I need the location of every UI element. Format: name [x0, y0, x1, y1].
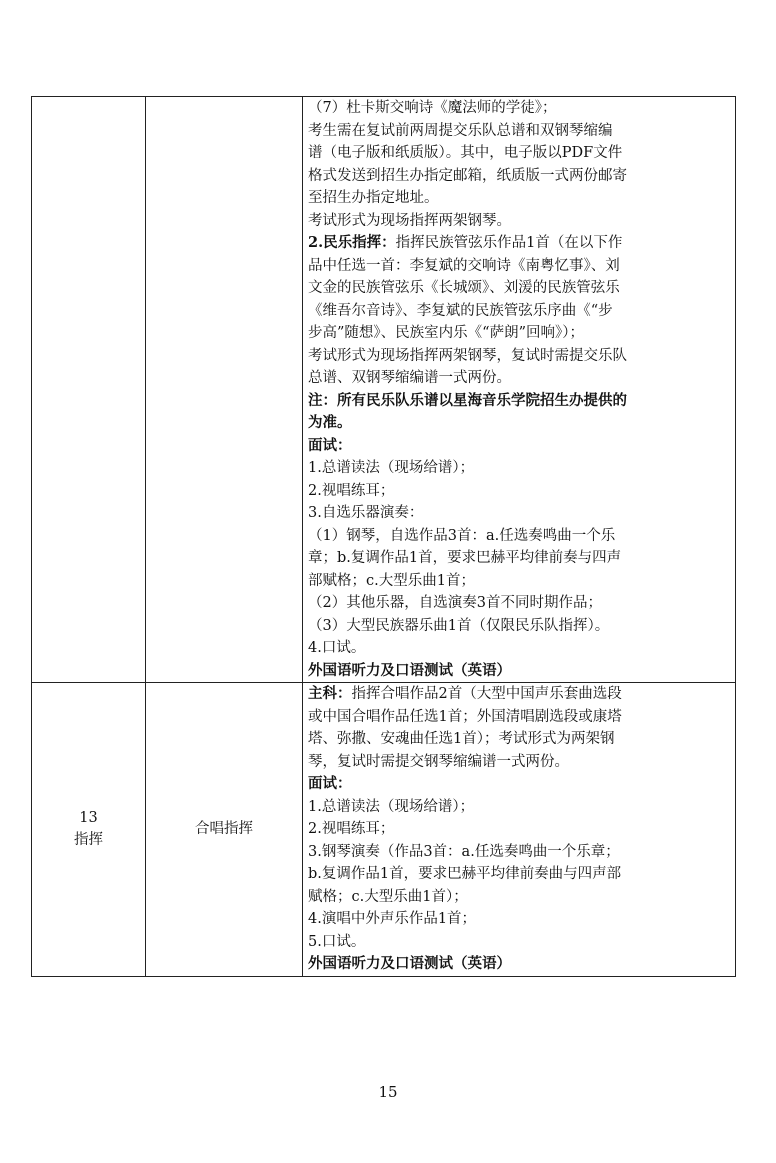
text-line: 塔、弥撒、安魂曲任选1首）；考试形式为两架钢: [308, 731, 615, 747]
line-lead: 主科：: [308, 685, 352, 702]
text-line: 至招生办指定地址。: [308, 190, 439, 206]
text-line: 考试形式为现场指挥两架钢琴，复试时需提交乐队: [308, 347, 627, 364]
text-line: 注：所有民乐队乐谱以星海音乐学院招生办提供的: [308, 391, 627, 409]
text-line: 文金的民族管弦乐《长城颂》、刘湲的民族管弦乐: [308, 280, 620, 296]
text-line: 总谱、双钢琴缩编谱一式两份。: [308, 370, 511, 386]
table-row: [32, 97, 736, 683]
major-name: 指挥: [74, 832, 103, 849]
requirements-cell: [303, 683, 736, 977]
requirements-cell: [303, 97, 736, 683]
page-number: 15: [378, 1083, 398, 1101]
text-line: 2.视唱练耳；: [308, 821, 395, 837]
text-line: 2.视唱练耳；: [308, 482, 395, 499]
number-major-cell: [32, 683, 146, 977]
program-number: 13: [79, 810, 98, 827]
line-lead: 2.民乐指挥：: [308, 234, 396, 251]
text-line: 面试：: [308, 436, 352, 454]
text-line: 步高”随想》、民族室内乐《“萨朗”回响》）；: [308, 325, 584, 341]
text-line: 考生需在复试前两周提交乐队总谱和双钢琴缩编: [308, 122, 613, 139]
text-line: 部赋格；c.大型乐曲1首；: [308, 572, 475, 589]
text-line: [308, 683, 729, 706]
text-line: 品中任选一首：李复斌的交响诗《南粤忆事》、刘: [308, 257, 620, 274]
text-line: （1）钢琴，自选作品3首：a.任选奏鸣曲一个乐: [308, 527, 616, 544]
table-row: [32, 683, 736, 977]
text-line: 《维吾尔音诗》、李复斌的民族管弦乐序曲《“步: [308, 302, 613, 319]
text-line: 为准。: [308, 414, 352, 431]
direction-name: 合唱指挥: [195, 821, 253, 838]
text-line: 4.口试。: [308, 640, 366, 656]
text-line: 外国语听力及口语测试（英语）: [308, 661, 511, 679]
text-line: [308, 232, 729, 255]
exam-requirements-table: [31, 96, 736, 977]
text-line: b.复调作品1首，要求巴赫平均律前奏曲与四声部: [308, 866, 622, 882]
text-line: 3.自选乐器演奏：: [308, 505, 424, 521]
text-line: 1.总谱读法（现场给谱）；: [308, 798, 475, 815]
text-line: 4.演唱中外声乐作品1首；: [308, 911, 477, 927]
number-major-cell: [32, 97, 146, 683]
text-line: 琴，复试时需提交钢琴缩编谱一式两份。: [308, 753, 569, 770]
text-line: （3）大型民族器乐曲1首（仅限民乐队指挥）。: [308, 617, 610, 634]
text-line: 3.钢琴演奏（作品3首：a.任选奏鸣曲一个乐章；: [308, 843, 620, 860]
text-line: 面试：: [308, 775, 352, 792]
text-line: 外国语听力及口语测试（英语）: [308, 955, 511, 972]
line-rest: 指挥合唱作品2首（大型中国声乐套曲选段: [351, 686, 622, 702]
text-line: 谱（电子版和纸质版）。其中，电子版以PDF文件: [308, 145, 623, 161]
text-line: （7）杜卡斯交响诗《魔法师的学徒》；: [308, 100, 557, 116]
text-line: 考试形式为现场指挥两架钢琴。: [308, 212, 511, 229]
text-line: 或中国合唱作品任选1首；外国清唱剧选段或康塔: [308, 708, 622, 725]
direction-cell: [146, 97, 303, 683]
direction-cell: [146, 683, 303, 977]
text-line: 章；b.复调作品1首，要求巴赫平均律前奏与四声: [308, 550, 622, 566]
line-rest: 指挥民族管弦乐作品1首（在以下作: [395, 235, 623, 251]
text-line: 5.口试。: [308, 933, 366, 950]
text-line: 格式发送到招生办指定邮箱，纸质版一式两份邮寄: [308, 167, 627, 184]
text-line: 赋格；c.大型乐曲1首）；: [308, 888, 468, 905]
text-line: （2）其他乐器，自选演奏3首不同时期作品；: [308, 595, 602, 611]
text-line: 1.总谱读法（现场给谱）；: [308, 460, 475, 476]
